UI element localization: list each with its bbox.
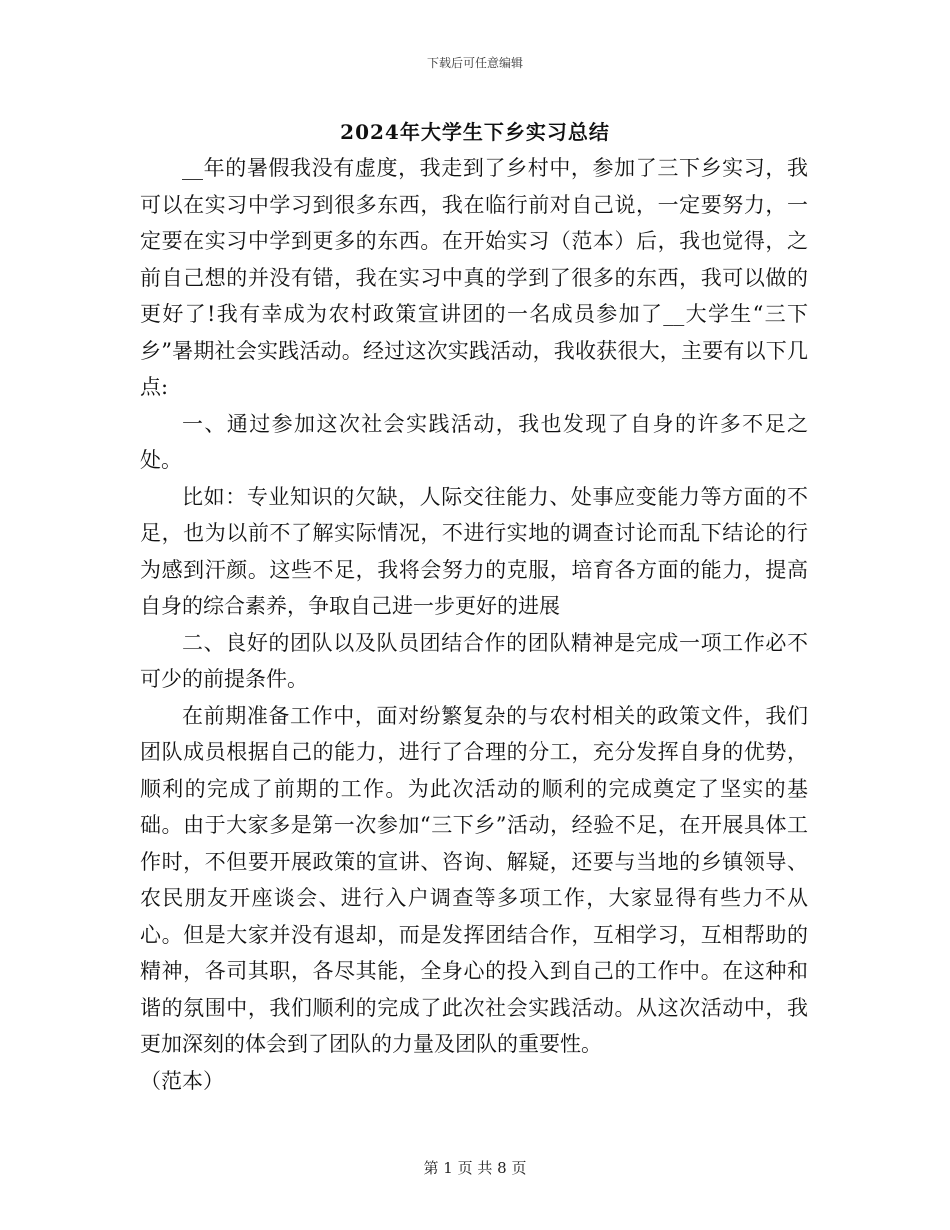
paragraph-sample-note: （范本）: [140, 1068, 224, 1093]
page-number: 第 1 页 共 8 页: [423, 1159, 527, 1177]
paragraph-example: 比如：专业知识的欠缺，人际交往能力、处事应变能力等方面的不足，也为以前不了解实际情况，不进行实地的调查讨论而乱下结论的行为感到汗颜。这些不足，我将会努力的克服，培育各方面的能力，提高自身的综合素养，争取自己进一步更好的进展: [140, 484, 808, 618]
document-title: 2024年大学生下乡实习总结: [340, 120, 610, 144]
page-header-note: 下载后可任意编辑: [426, 56, 523, 70]
paragraph-point-two: 二、良好的团队以及队员团结合作的团队精神是完成一项工作必不可少的前提条件。: [140, 630, 808, 691]
paragraph-intro: __年的暑假我没有虚度，我走到了乡村中，参加了三下乡实习，我可以在实习中学习到很多东西，我在临行前对自己说，一定要努力，一定要在实习中学到更多的东西。在开始实习（范本）后，我也觉得，之前自己想的并没有错，我在实习中真的学到了很多的东西，我可以做的更好了!我有幸成为农村政策宣讲团的一名成员参加了__大学生“三下乡”暑期社会实践活动。经过这次实践活动，我收获很大，主要有以下几点:: [140, 156, 808, 399]
paragraph-point-one: 一、通过参加这次社会实践活动，我也发现了自身的许多不足之处。: [140, 411, 808, 472]
paragraph-teamwork: 在前期准备工作中，面对纷繁复杂的与农村相关的政策文件，我们团队成员根据自己的能力，进行了合理的分工，充分发挥自身的优势，顺利的完成了前期的工作。为此次活动的顺利的完成奠定了坚实的基础。由于大家多是第一次参加“三下乡”活动，经验不足，在开展具体工作时，不但要开展政策的宣讲、咨询、解疑，还要与当地的乡镇领导、农民朋友开座谈会、进行入户调查等多项工作，大家显得有些力不从心。但是大家并没有退却，而是发挥团结合作，互相学习，互相帮助的精神，各司其职，各尽其能，全身心的投入到自己的工作中。在这种和谐的氛围中，我们顺利的完成了此次社会实践活动。从这次活动中，我更加深刻的体会到了团队的力量及团队的重要性。: [140, 703, 808, 1056]
document-body: [140, 150, 808, 1099]
